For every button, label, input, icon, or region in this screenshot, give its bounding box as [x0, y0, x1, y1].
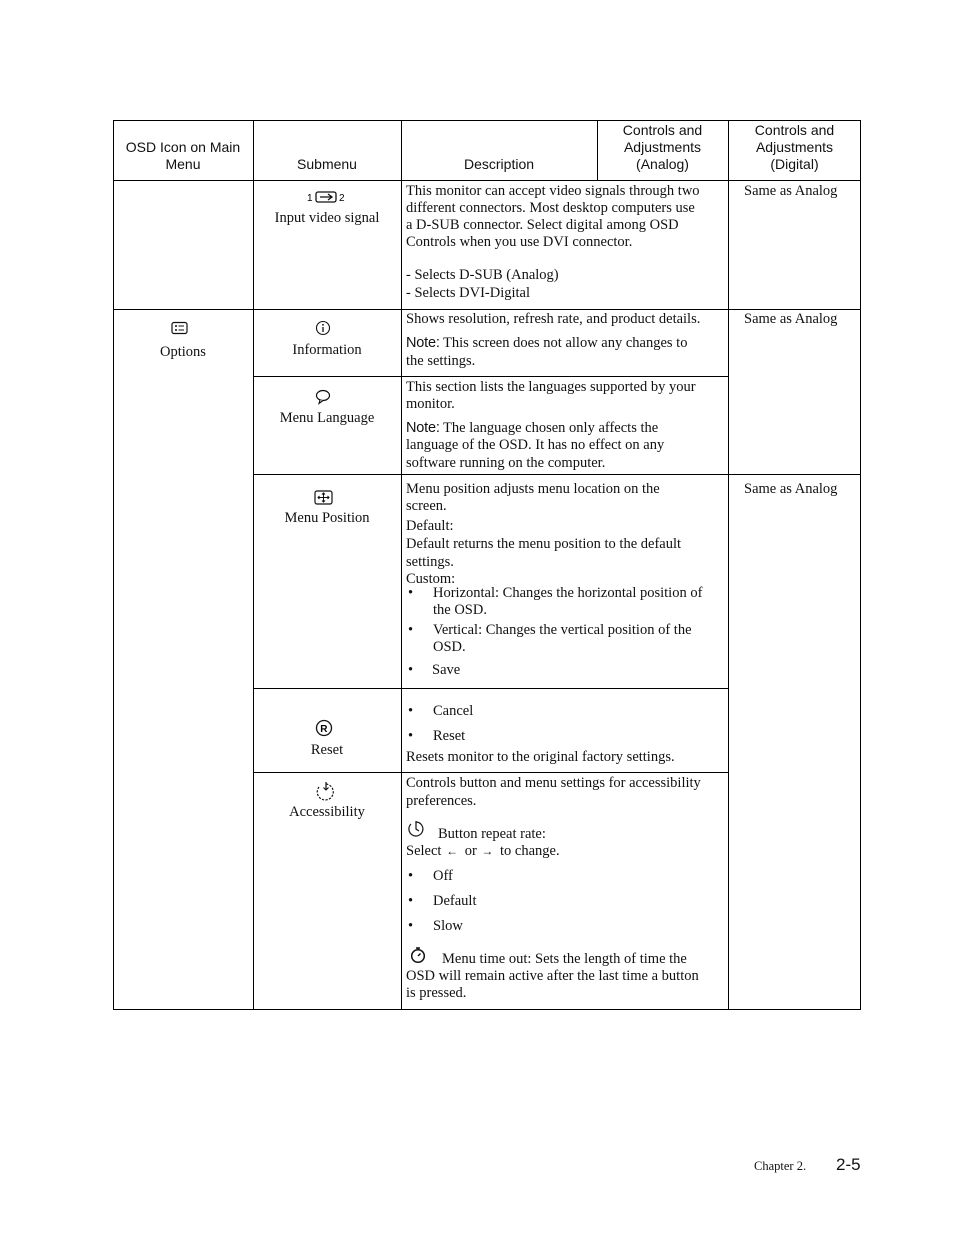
menu-timeout-line-1: Menu time out: Sets the length of time the [442, 951, 687, 967]
accessibility-desc-line-1: Controls button and menu settings for accessibility [406, 775, 701, 791]
button-repeat-rate-label: Button repeat rate: [438, 826, 546, 842]
repeat-rate-default: Default [433, 893, 477, 909]
bullet-dot: • [408, 728, 414, 744]
options-icon [171, 321, 189, 335]
input-video-digital: Same as Analog [744, 183, 838, 199]
input-switch-icon [306, 189, 348, 205]
menu-position-custom-label: Custom: [406, 571, 456, 587]
menu-position-vertical-line-1: Vertical: Changes the vertical position of the [433, 622, 692, 638]
reset-cancel: Cancel [433, 703, 474, 719]
bullet-dot: • [408, 662, 414, 678]
bullet-dot: • [408, 893, 414, 909]
menu-timeout-line-2: OSD will remain active after the last time a button [406, 968, 699, 984]
information-note-label: Note: [406, 335, 440, 351]
submenu-menu-position: Menu Position [284, 510, 370, 526]
menu-language-desc-line-1: This section lists the languages supported by your [406, 379, 696, 395]
menu-language-note-line-3: software running on the computer. [406, 455, 606, 471]
input-video-desc-line-2: different connectors. Most desktop computers use [406, 200, 695, 216]
page-number: 2-5 [836, 1155, 861, 1174]
menu-position-save: Save [432, 662, 461, 678]
speech-bubble-icon [315, 389, 331, 405]
menu-position-horizontal-line-1: Horizontal: Changes the horizontal position of [433, 585, 703, 601]
header-analog: Controls and Adjustments (Analog) [622, 122, 703, 172]
input-video-option-dvi: - Selects DVI-Digital [406, 285, 531, 301]
menu-timeout-line-3: is pressed. [406, 985, 467, 1001]
header-submenu: Submenu [297, 156, 357, 172]
menu-position-vertical-line-2: OSD. [433, 639, 466, 655]
svg-text:R: R [320, 724, 328, 735]
input-icon-label-2: 2 [339, 193, 345, 204]
repeat-rate-off: Off [433, 868, 453, 884]
submenu-information: Information [292, 342, 362, 358]
menu-language-note-label: Note: [406, 420, 440, 436]
information-digital: Same as Analog [744, 311, 838, 327]
menu-position-digital: Same as Analog [744, 481, 838, 497]
options-label: Options [160, 344, 206, 360]
bullet-dot: • [408, 622, 414, 638]
select-prefix: Select [406, 843, 442, 859]
menu-position-default-line-1: Default returns the menu position to the default [406, 536, 682, 552]
submenu-accessibility: Accessibility [289, 804, 365, 820]
info-icon [315, 320, 331, 336]
menu-position-horizontal-line-2: the OSD. [433, 602, 487, 618]
footer-chapter: Chapter 2. [754, 1159, 807, 1173]
menu-position-desc-line-1: Menu position adjusts menu location on the [406, 481, 660, 497]
header-description: Description [463, 156, 535, 172]
select-suffix: to change. [500, 843, 560, 859]
reset-desc: Resets monitor to the original factory settings. [406, 749, 675, 765]
reset-icon [315, 719, 333, 737]
repeat-rate-slow: Slow [433, 918, 463, 934]
select-or: or [464, 843, 477, 859]
menu-language-note-text-1: The language chosen only affects the [439, 420, 659, 436]
submenu-reset: Reset [310, 742, 344, 758]
header-digital: Controls and Adjustments (Digital) [754, 122, 835, 172]
reset-reset: Reset [433, 728, 466, 744]
header-osd-icon: OSD Icon on Main Menu [125, 139, 241, 172]
input-video-desc-line-3: a D-SUB connector. Select digital among OSD [406, 217, 679, 233]
information-note-line-2: the settings. [406, 353, 476, 369]
right-arrow-icon: → [481, 844, 494, 858]
menu-position-default-label: Default: [406, 518, 454, 534]
information-note-line-1 [406, 335, 687, 352]
input-video-option-dsub: - Selects D-SUB (Analog) [406, 267, 559, 283]
menu-language-desc-line-2: monitor. [406, 396, 455, 412]
input-video-desc-line-1: This monitor can accept video signals through two [406, 183, 700, 199]
menu-position-default-line-2: settings. [406, 554, 454, 570]
information-desc: Shows resolution, refresh rate, and product details. [406, 311, 701, 327]
stopwatch-icon [409, 946, 427, 964]
left-arrow-icon: ← [446, 844, 459, 858]
bullet-dot: • [408, 703, 414, 719]
submenu-input-video-signal: Input video signal [274, 210, 380, 226]
accessibility-select-line [406, 843, 560, 860]
bullet-dot: • [408, 868, 414, 884]
input-video-desc-line-4: Controls when you use DVI connector. [406, 234, 633, 250]
menu-position-icon [314, 490, 333, 505]
menu-position-desc-line-2: screen. [406, 498, 447, 514]
button-repeat-rate-icon [407, 820, 425, 838]
submenu-menu-language: Menu Language [279, 410, 375, 426]
input-icon-label-1: 1 [307, 193, 313, 204]
menu-language-note-line-2: language of the OSD. It has no effect on any [406, 437, 665, 453]
bullet-dot: • [408, 918, 414, 934]
bullet-dot: • [408, 585, 414, 601]
accessibility-desc-line-2: preferences. [406, 793, 477, 809]
accessibility-icon [315, 781, 337, 803]
menu-language-note-line-1 [406, 420, 658, 437]
information-note-text-1: This screen does not allow any changes to [439, 335, 688, 351]
